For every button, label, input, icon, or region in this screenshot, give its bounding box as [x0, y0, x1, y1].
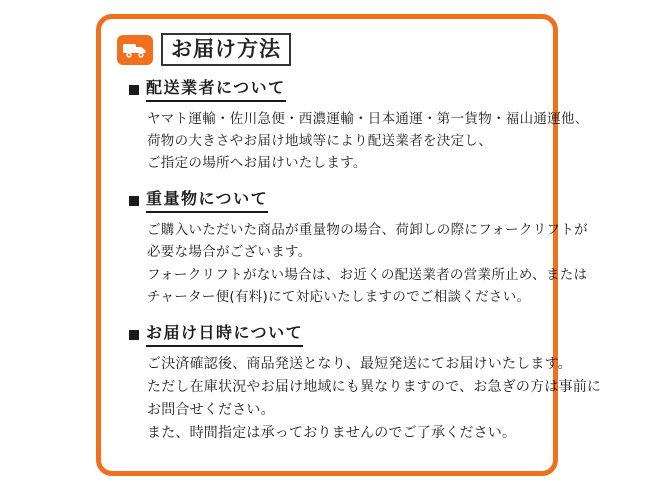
section-text [129, 353, 602, 445]
delivery-info-card [96, 14, 602, 476]
text-line: 荷物の大きさやお届け地域等により配送業者を決定し、 [147, 132, 492, 149]
section-heavy-items [129, 188, 588, 308]
text-line: 必要な場合がございます。 [147, 244, 312, 261]
text-line: ただし在庫状況やお届け地域にも異なりますので、お急ぎの方は事前に [147, 378, 602, 395]
section-heading [129, 322, 539, 347]
section-carriers [129, 77, 589, 174]
filled-square-bullet-icon [129, 85, 139, 95]
text-line: また、時間指定は承っておりませんのでご了承ください。 [147, 424, 517, 441]
filled-square-bullet-icon [129, 196, 139, 206]
text-line: ご指定の場所へお届けいたします。 [147, 155, 367, 172]
section-heading [129, 77, 539, 102]
section-text [129, 219, 588, 308]
page-title: お届け方法 [171, 37, 281, 61]
section-text [129, 108, 589, 175]
text-line: お問合せください。 [147, 401, 275, 418]
section-title: 重量物について [146, 188, 268, 213]
filled-square-bullet-icon [129, 330, 139, 340]
text-line: ご購入いただいた商品が重量物の場合、荷卸しの際にフォークリフトが [147, 221, 588, 238]
delivery-truck-icon [117, 35, 153, 65]
page-title-box [161, 33, 291, 66]
card-body [129, 77, 602, 445]
section-title: 配送業者について [146, 77, 286, 102]
section-heading [129, 188, 539, 213]
text-line: フォークリフトがない場合は、お近くの配送業者の営業所止め、または [147, 266, 588, 283]
card-header [117, 33, 291, 66]
text-line: ヤマト運輸・佐川急便・西濃運輸・日本通運・第一貨物・福山通運他、 [147, 110, 589, 127]
text-line: チャーター便(有料)にて対応いたしますのでご相談ください。 [147, 288, 531, 305]
section-delivery-date [129, 322, 602, 445]
text-line: ご決済確認後、商品発送となり、最短発送にてお届けいたします。 [147, 355, 572, 372]
section-title: お届け日時について [146, 322, 303, 347]
